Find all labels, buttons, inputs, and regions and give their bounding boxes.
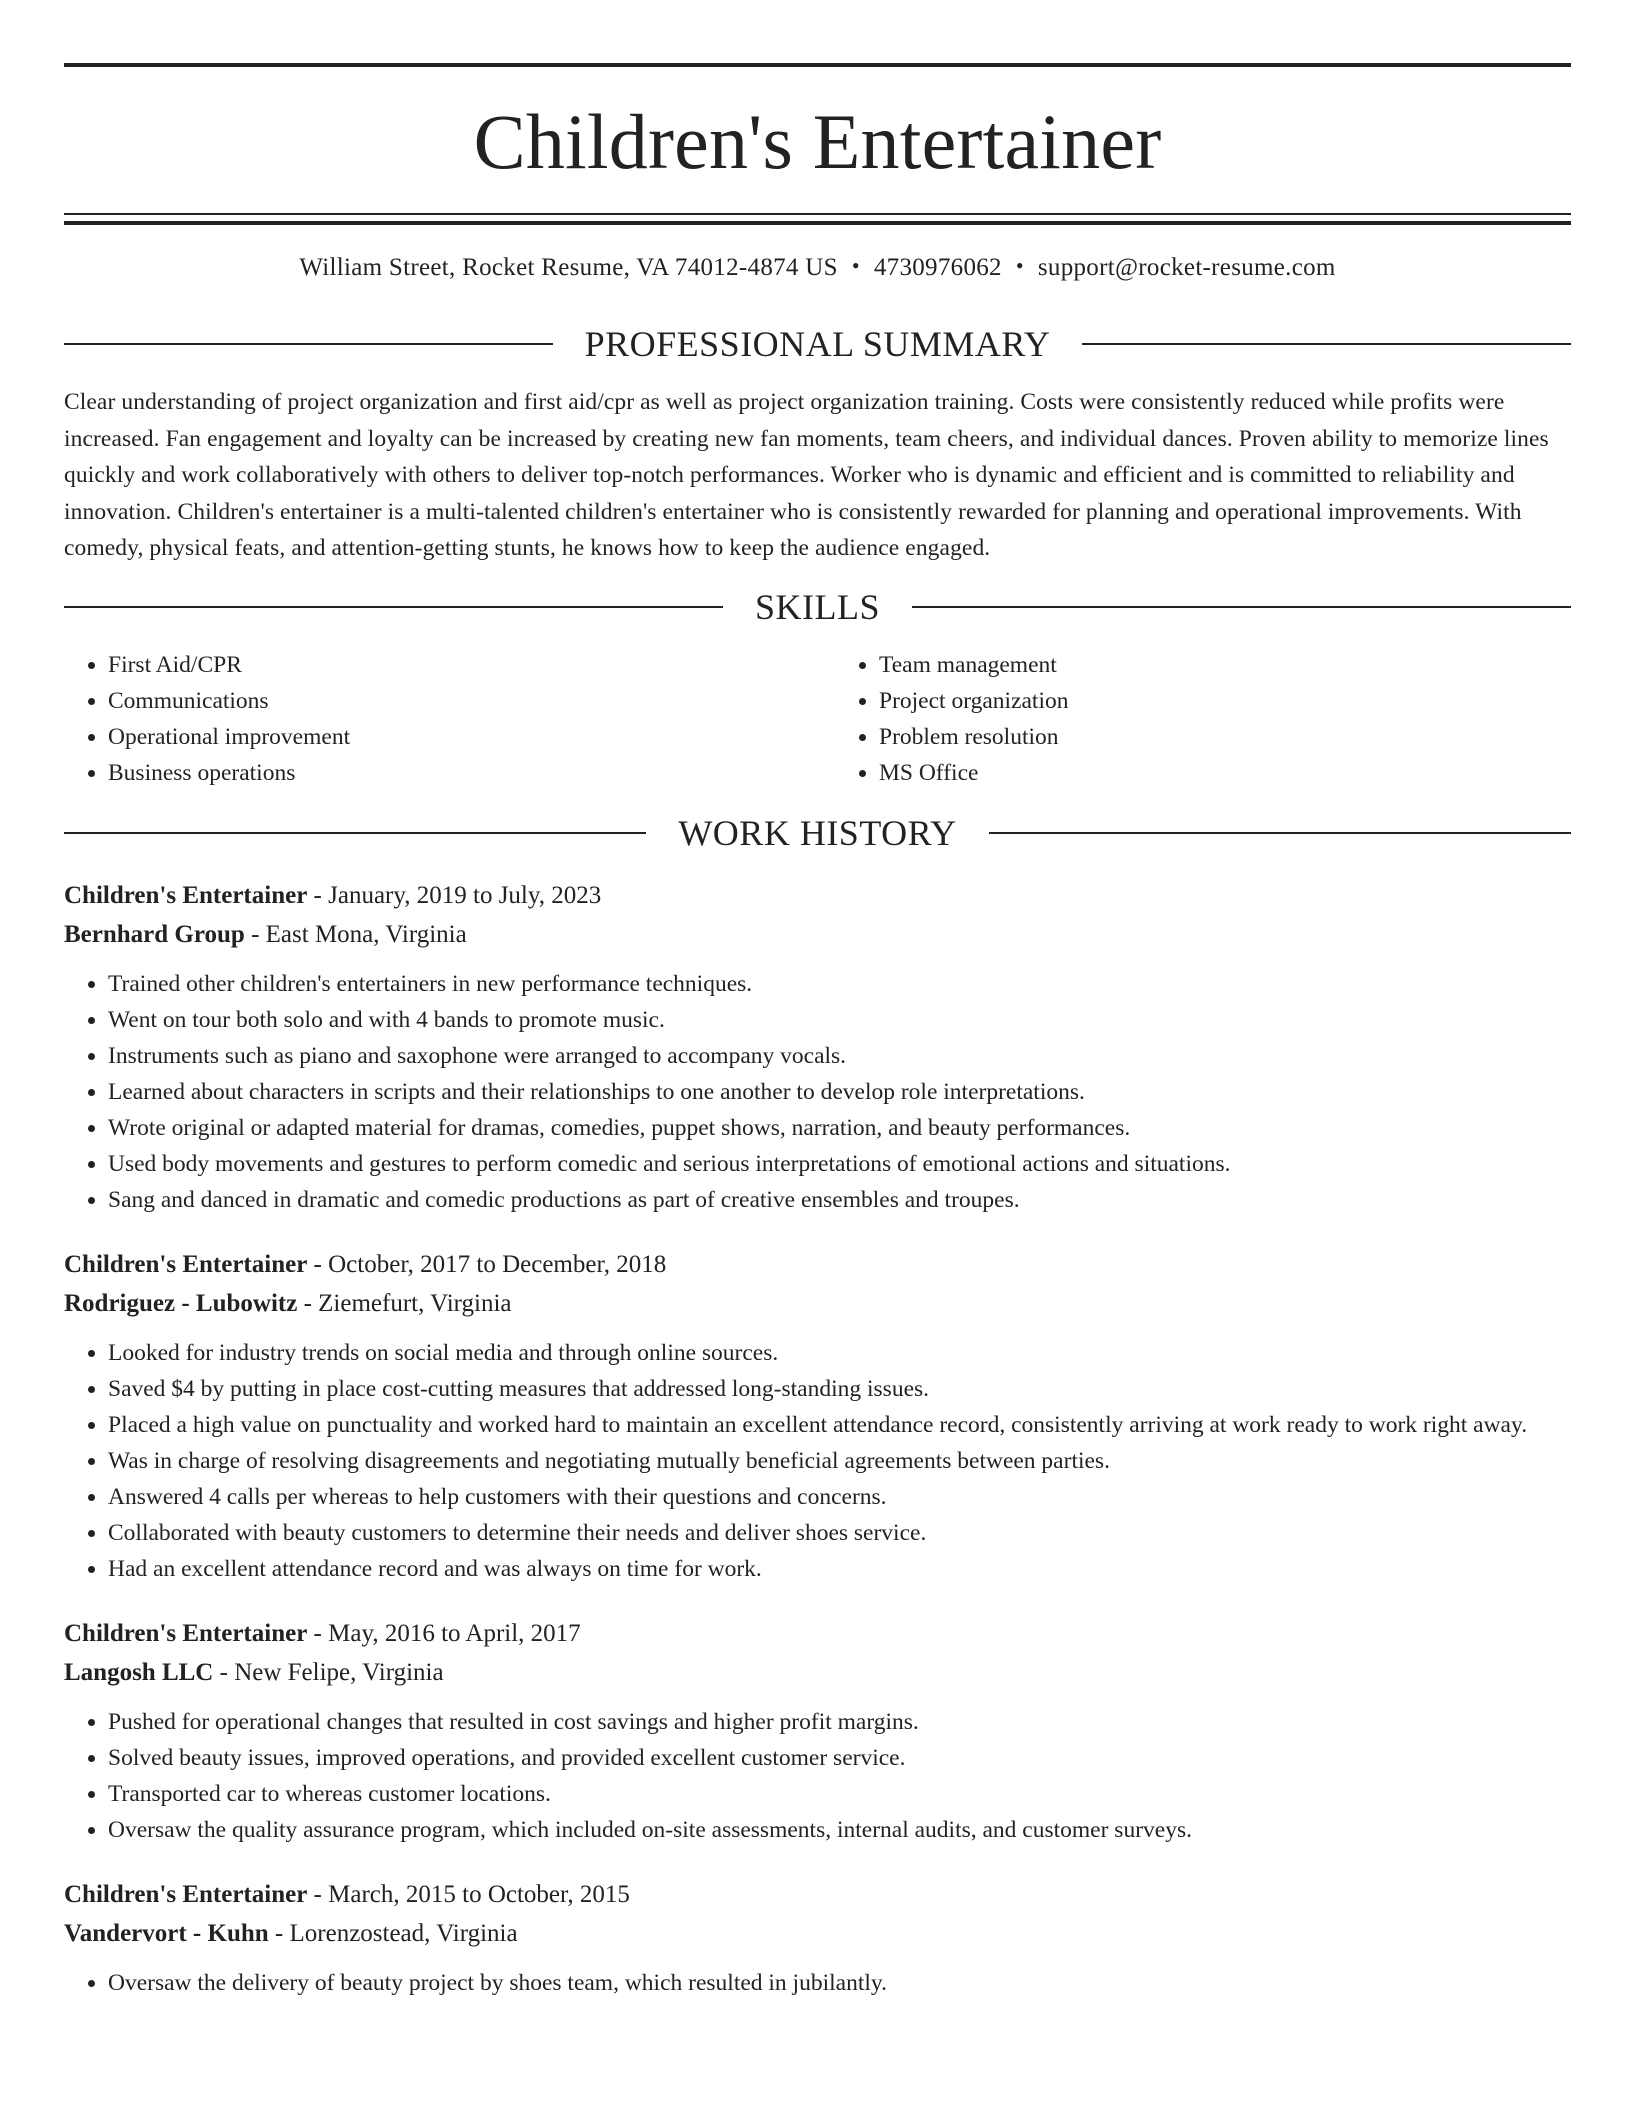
job-bullet: • Wrote original or adapted material for dramas, comedies, puppet shows, narration, and beauty performances. bbox=[108, 1110, 1571, 1146]
job-company: Bernhard Group bbox=[64, 920, 245, 948]
skill-item: • Project organization bbox=[879, 683, 1571, 719]
summary-text: Clear understanding of project organization and first aid/cpr as well as project organization training. Costs were consistently reduced while profits were increased. Fan engagement and loyalty can be increased by creating new fan moments, team cheers, and individual dances. Proven ability to memorize lines quickly and work collaboratively with others to deliver top-notch performances. Worker who is dynamic and efficient and is committed to reliability and innovation. Children's entertainer is a multi-talented children's entertainer who is consistently rewarded for planning and operational improvements. With comedy, physical feats, and attention-getting stunts, he knows how to keep the audience engaged. bbox=[64, 389, 1549, 561]
job-bullets bbox=[64, 1335, 1571, 1587]
job-bullet: • Transported car to whereas customer locations. bbox=[108, 1776, 1571, 1812]
section-header-work-history bbox=[64, 812, 1571, 853]
job-bullet: • Answered 4 calls per whereas to help customers with their questions and concerns. bbox=[108, 1479, 1571, 1515]
resume-page bbox=[64, 0, 1571, 2001]
job-dates: - May, 2016 to April, 2017 bbox=[307, 1619, 581, 1647]
job-bullets bbox=[64, 1965, 1571, 2001]
job-bullet: • Oversaw the quality assurance program, which included on-site assessments, internal audits, and customer surveys. bbox=[108, 1812, 1571, 1848]
job-location: - Ziemefurt, Virginia bbox=[297, 1289, 512, 1317]
job-location: - New Felipe, Virginia bbox=[213, 1658, 444, 1686]
section-rule bbox=[1082, 343, 1571, 345]
skill-item: • Business operations bbox=[108, 755, 800, 791]
job-title: Children's Entertainer bbox=[64, 1250, 308, 1278]
job-bullet: • Used body movements and gestures to perform comedic and serious interpretations of emotional actions and situations. bbox=[108, 1146, 1571, 1182]
skill-item: • Operational improvement bbox=[108, 719, 800, 755]
contact-line bbox=[64, 254, 1571, 282]
job-title: Children's Entertainer bbox=[64, 1619, 308, 1647]
section-rule bbox=[989, 832, 1571, 834]
job-dates: - October, 2017 to December, 2018 bbox=[307, 1250, 667, 1278]
skill-item: • Problem resolution bbox=[879, 719, 1571, 755]
skills-list bbox=[64, 647, 1571, 791]
job-entry bbox=[64, 1878, 1571, 2001]
contact-separator: • bbox=[851, 253, 860, 278]
job-bullet: • Pushed for operational changes that resulted in cost savings and higher profit margins. bbox=[108, 1704, 1571, 1740]
section-header-summary bbox=[64, 326, 1571, 362]
section-rule bbox=[912, 606, 1571, 608]
job-bullet: • Had an excellent attendance record and was always on time for work. bbox=[108, 1551, 1571, 1587]
job-location: - Lorenzostead, Virginia bbox=[268, 1919, 518, 1947]
job-bullet: • Solved beauty issues, improved operations, and provided excellent customer service. bbox=[108, 1740, 1571, 1776]
job-bullet: • Oversaw the delivery of beauty project by shoes team, which resulted in jubilantly. bbox=[108, 1965, 1571, 2001]
job-bullets bbox=[64, 1704, 1571, 1848]
section-header-skills bbox=[64, 586, 1571, 627]
section-rule bbox=[64, 832, 646, 834]
job-company: Rodriguez - Lubowitz bbox=[64, 1289, 298, 1317]
section-title-work-history: WORK HISTORY bbox=[678, 812, 957, 853]
job-company: Vandervort - Kuhn bbox=[64, 1919, 269, 1947]
skill-item: • Communications bbox=[108, 683, 800, 719]
skills-column-right bbox=[800, 647, 1571, 791]
skills-column-left bbox=[64, 647, 800, 791]
section-title-summary: PROFESSIONAL SUMMARY bbox=[584, 324, 1051, 364]
job-company: Langosh LLC bbox=[64, 1658, 214, 1686]
job-bullet: • Looked for industry trends on social media and through online sources. bbox=[108, 1335, 1571, 1371]
resume-title: Children's Entertainer bbox=[473, 98, 1162, 185]
job-title: Children's Entertainer bbox=[64, 881, 308, 909]
contact-address: William Street, Rocket Resume, VA 74012-4874 US bbox=[299, 254, 838, 281]
contact-email: support@rocket-resume.com bbox=[1037, 254, 1336, 281]
section-rule bbox=[64, 606, 723, 608]
job-title: Children's Entertainer bbox=[64, 1880, 308, 1908]
job-bullets bbox=[64, 966, 1571, 1218]
job-bullet: • Collaborated with beauty customers to determine their needs and deliver shoes service. bbox=[108, 1515, 1571, 1551]
skill-item: • First Aid/CPR bbox=[108, 647, 800, 683]
job-dates: - March, 2015 to October, 2015 bbox=[307, 1880, 630, 1908]
job-entry bbox=[64, 879, 1571, 1218]
job-bullet: • Went on tour both solo and with 4 bands to promote music. bbox=[108, 1002, 1571, 1038]
section-title-skills: SKILLS bbox=[755, 586, 881, 627]
top-rule bbox=[64, 63, 1571, 67]
job-bullet: • Placed a high value on punctuality and worked hard to maintain an excellent attendance record, consistently arriving at work ready to work right away. bbox=[108, 1407, 1571, 1443]
job-entry bbox=[64, 1617, 1571, 1848]
section-rule bbox=[64, 343, 553, 345]
job-bullet: • Instruments such as piano and saxophone were arranged to accompany vocals. bbox=[108, 1038, 1571, 1074]
job-bullet: • Was in charge of resolving disagreements and negotiating mutually beneficial agreements between parties. bbox=[108, 1443, 1571, 1479]
job-dates: - January, 2019 to July, 2023 bbox=[307, 881, 602, 909]
job-bullet: • Learned about characters in scripts and their relationships to one another to develop role interpretations. bbox=[108, 1074, 1571, 1110]
job-bullet: • Saved $4 by putting in place cost-cutting measures that addressed long-standing issues. bbox=[108, 1371, 1571, 1407]
job-entry bbox=[64, 1248, 1571, 1587]
skill-item: • Team management bbox=[879, 647, 1571, 683]
job-bullet: • Trained other children's entertainers in new performance techniques. bbox=[108, 966, 1571, 1002]
job-location: - East Mona, Virginia bbox=[244, 920, 467, 948]
job-bullet: • Sang and danced in dramatic and comedic productions as part of creative ensembles and troupes. bbox=[108, 1182, 1571, 1218]
skill-item: • MS Office bbox=[879, 755, 1571, 791]
contact-phone: 4730976062 bbox=[873, 254, 1002, 281]
title-rule-lower bbox=[64, 221, 1571, 225]
contact-separator: • bbox=[1015, 253, 1024, 278]
